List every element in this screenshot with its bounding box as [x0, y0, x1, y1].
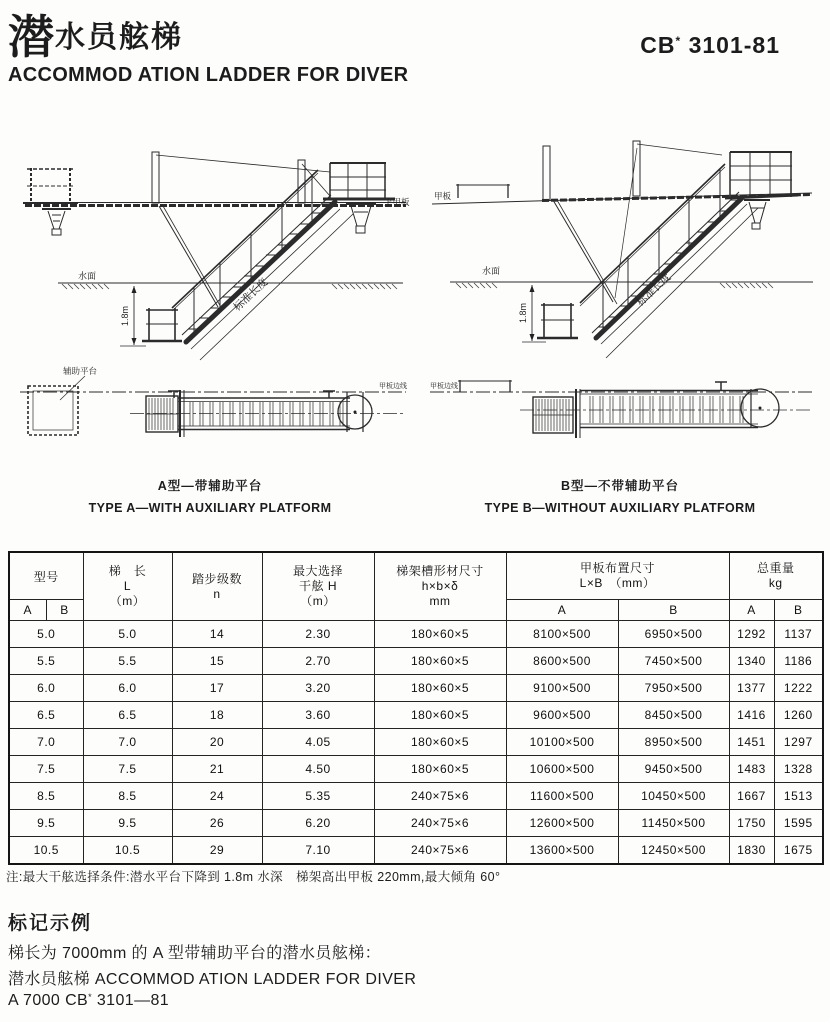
table-cell: 14 [172, 621, 262, 648]
table-row [9, 837, 823, 865]
table-cell: 24 [172, 783, 262, 810]
marking-example-line1: 梯长为 7000mm 的 A 型带辅助平台的潜水员舷梯： [8, 945, 382, 962]
col-subheader-deck-a: A [506, 600, 618, 621]
table-cell: 180×60×5 [374, 729, 506, 756]
table-cell: 21 [172, 756, 262, 783]
col-subheader-model-b: B [46, 600, 83, 621]
table-cell: 3.20 [262, 675, 374, 702]
table-cell: 8.5 [9, 783, 83, 810]
standard-length-label: 标准长度 [231, 276, 271, 314]
table-cell: 1483 [729, 756, 774, 783]
table-cell: 180×60×5 [374, 648, 506, 675]
col-header-freeboard: 最大选择 干舷 H （m） [262, 552, 374, 621]
table-cell: 1667 [729, 783, 774, 810]
table-row [9, 810, 823, 837]
table-row [9, 702, 823, 729]
table-cell: 1595 [774, 810, 823, 837]
marking-example-line2: 潜水员舷梯 ACCOMMOD ATION LADDER FOR DIVER [8, 971, 417, 988]
standard-code [640, 32, 780, 59]
figure-b-caption-en: TYPE B—WITHOUT AUXILIARY PLATFORM [484, 501, 756, 515]
table-cell: 8100×500 [506, 621, 618, 648]
col-header-length: 梯 长 L （m） [83, 552, 172, 621]
table-row [9, 648, 823, 675]
col-subheader-weight-a: A [729, 600, 774, 621]
col-header-channel: 梯架槽形材尺寸 h×b×δ mm [374, 552, 506, 621]
table-cell: 7.5 [9, 756, 83, 783]
table-cell: 4.05 [262, 729, 374, 756]
table-cell: 2.70 [262, 648, 374, 675]
figure-b-caption-cn: B型—不带辅助平台 [560, 479, 680, 493]
table-cell: 7450×500 [618, 648, 729, 675]
deck-edge-label: 甲板边线 [430, 383, 458, 390]
table-cell: 8.5 [83, 783, 172, 810]
table-cell: 7.0 [83, 729, 172, 756]
page-title-big-char: 潜 [8, 11, 55, 63]
table-cell: 1137 [774, 621, 823, 648]
table-cell: 5.5 [9, 648, 83, 675]
table-cell: 1260 [774, 702, 823, 729]
table-cell: 5.5 [83, 648, 172, 675]
table-cell: 1328 [774, 756, 823, 783]
standard-code-number: 3101-81 [688, 32, 780, 58]
table-cell: 10.5 [9, 837, 83, 865]
table-cell: 240×75×6 [374, 783, 506, 810]
table-cell: 12450×500 [618, 837, 729, 865]
table-cell: 240×75×6 [374, 810, 506, 837]
page-title [8, 11, 183, 63]
depth-dimension-label: 1.8m [518, 302, 528, 324]
table-row [9, 783, 823, 810]
table-cell: 1340 [729, 648, 774, 675]
standard-code-star: * [675, 34, 682, 48]
figure-a-caption-cn: A型—带辅助平台 [157, 479, 263, 493]
depth-dimension-label: 1.8m [120, 305, 130, 327]
table-cell: 240×75×6 [374, 837, 506, 865]
table-cell: 3.60 [262, 702, 374, 729]
table-cell: 8600×500 [506, 648, 618, 675]
table-note: 注:最大干舷选择条件:潜水平台下降到 1.8m 水深 梯架高出甲板 220mm,最大倾角 60° [6, 870, 501, 884]
table-cell: 7950×500 [618, 675, 729, 702]
deck-label: 甲板 [434, 191, 452, 201]
col-header-model: 型号 [9, 552, 83, 600]
table-cell: 10600×500 [506, 756, 618, 783]
table-cell: 1377 [729, 675, 774, 702]
spec-table [8, 551, 824, 865]
deck-edge-label: 甲板边线 [379, 383, 407, 390]
table-cell: 7.10 [262, 837, 374, 865]
table-cell: 1675 [774, 837, 823, 865]
table-cell: 1416 [729, 702, 774, 729]
table-cell: 1830 [729, 837, 774, 865]
spec-table-body [9, 621, 823, 865]
table-cell: 6950×500 [618, 621, 729, 648]
col-header-steps: 踏步级数 n [172, 552, 262, 621]
table-cell: 1292 [729, 621, 774, 648]
type-a-plan-view [20, 376, 406, 437]
table-cell: 11450×500 [618, 810, 729, 837]
col-header-weight: 总重量 kg [729, 552, 823, 600]
table-cell: 9100×500 [506, 675, 618, 702]
table-cell: 2.30 [262, 621, 374, 648]
table-cell: 6.5 [9, 702, 83, 729]
table-cell: 1451 [729, 729, 774, 756]
table-cell: 10.5 [83, 837, 172, 865]
table-cell: 5.0 [9, 621, 83, 648]
table-cell: 9.5 [83, 810, 172, 837]
figure-type-a-drawing [10, 140, 410, 470]
table-cell: 6.20 [262, 810, 374, 837]
marking-example-line3: A 7000 CB* 3101—81 [8, 992, 170, 1009]
figure-type-b-drawing [420, 140, 820, 470]
table-cell: 10450×500 [618, 783, 729, 810]
table-cell: 12600×500 [506, 810, 618, 837]
table-row [9, 621, 823, 648]
table-cell: 9.5 [9, 810, 83, 837]
table-row [9, 675, 823, 702]
table-row [9, 729, 823, 756]
table-cell: 6.5 [83, 702, 172, 729]
table-cell: 6.0 [9, 675, 83, 702]
col-subheader-weight-b: B [774, 600, 823, 621]
aux-platform-label: 辅助平台 [63, 366, 98, 376]
table-row [9, 756, 823, 783]
table-cell: 9600×500 [506, 702, 618, 729]
table-cell: 1186 [774, 648, 823, 675]
table-cell: 20 [172, 729, 262, 756]
water-surface-label: 水面 [482, 266, 501, 276]
table-cell: 8950×500 [618, 729, 729, 756]
marking-example-heading: 标记示例 [8, 913, 93, 934]
page-title-rest: 水员舷梯 [55, 21, 183, 54]
col-subheader-deck-b: B [618, 600, 729, 621]
type-a-elevation [23, 152, 406, 360]
table-cell: 17 [172, 675, 262, 702]
table-cell: 1297 [774, 729, 823, 756]
table-cell: 9450×500 [618, 756, 729, 783]
table-cell: 18 [172, 702, 262, 729]
table-cell: 180×60×5 [374, 621, 506, 648]
type-b-plan-view [430, 380, 813, 438]
table-cell: 4.50 [262, 756, 374, 783]
table-cell: 29 [172, 837, 262, 865]
table-cell: 15 [172, 648, 262, 675]
table-cell: 26 [172, 810, 262, 837]
table-cell: 7.0 [9, 729, 83, 756]
table-cell: 10100×500 [506, 729, 618, 756]
table-cell: 6.0 [83, 675, 172, 702]
table-cell: 180×60×5 [374, 675, 506, 702]
type-b-elevation [432, 141, 813, 358]
col-subheader-model-a: A [9, 600, 46, 621]
page-subtitle: ACCOMMOD ATION LADDER FOR DIVER [8, 64, 409, 86]
table-cell: 13600×500 [506, 837, 618, 865]
water-surface-label: 水面 [78, 271, 97, 281]
table-cell: 180×60×5 [374, 756, 506, 783]
table-cell: 11600×500 [506, 783, 618, 810]
table-cell: 1222 [774, 675, 823, 702]
table-cell: 7.5 [83, 756, 172, 783]
table-cell: 1513 [774, 783, 823, 810]
standard-code-prefix: CB [640, 32, 676, 58]
table-cell: 5.35 [262, 783, 374, 810]
table-cell: 1750 [729, 810, 774, 837]
table-cell: 180×60×5 [374, 702, 506, 729]
figure-a-caption-en: TYPE A—WITH AUXILIARY PLATFORM [88, 501, 332, 515]
upper-deck-label: 上甲板 [384, 197, 410, 207]
table-cell: 8450×500 [618, 702, 729, 729]
col-header-deck: 甲板布置尺寸 L×B （mm） [506, 552, 729, 600]
table-cell: 5.0 [83, 621, 172, 648]
standard-length-label: 标准长度 [634, 271, 674, 309]
